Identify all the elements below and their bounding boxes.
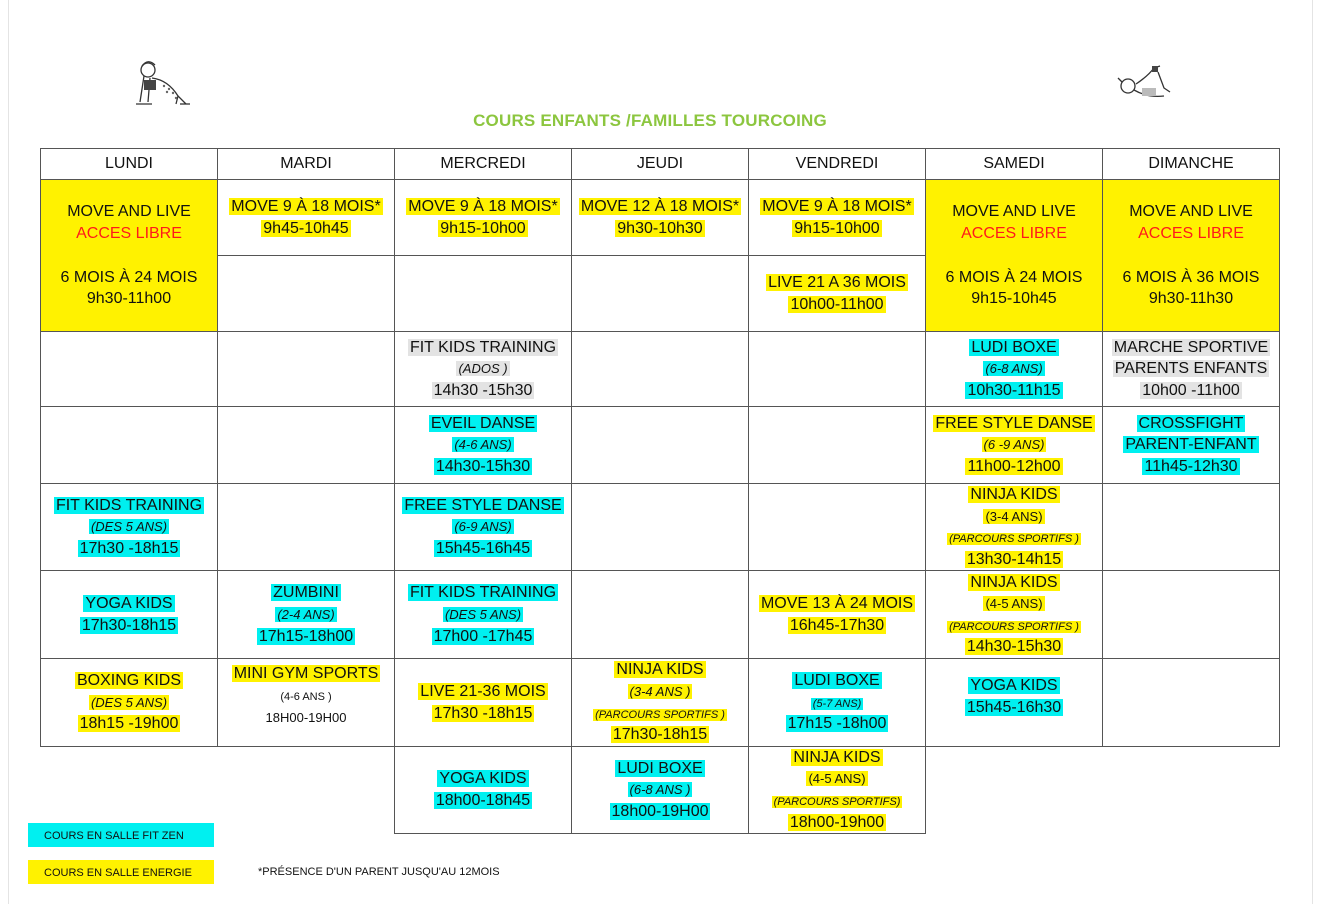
class-access: ACCES LIBRE [961, 224, 1067, 242]
class-cell-wed-fit-ados [395, 332, 572, 407]
class-time: 17h30-18h15 [81, 616, 177, 634]
table-row [41, 332, 1280, 407]
class-name: FIT KIDS TRAINING [409, 338, 557, 356]
class-time: 18H00-19H00 [265, 709, 347, 725]
class-time: 14h30-15h30 [435, 457, 531, 475]
class-cell-mon-fit [41, 484, 218, 571]
class-name: NINJA KIDS [793, 748, 881, 766]
class-time: 17h30 -18h15 [79, 539, 179, 557]
empty-cell [218, 256, 395, 332]
class-time: 14h30-15h30 [966, 638, 1062, 656]
class-time: 13h30-14h15 [966, 550, 1062, 568]
table-row [41, 659, 1280, 746]
table-row [41, 571, 1280, 659]
class-time: 17h30 -18h15 [433, 704, 533, 722]
class-time: 16h45-17h30 [789, 616, 885, 634]
class-time: 9h15-10h00 [440, 219, 526, 237]
class-name: MOVE 9 À 18 MOIS* [762, 197, 912, 215]
class-name: FIT KIDS TRAINING [409, 584, 557, 602]
class-name: BOXING KIDS [76, 672, 182, 690]
class-time: 10h00-11h00 [790, 295, 884, 313]
class-time: 17h00 -17h45 [433, 627, 533, 645]
footnote: *PRÉSENCE D'UN PARENT JUSQU'AU 12MOIS [258, 866, 500, 878]
class-time: 15h45-16h30 [966, 698, 1062, 716]
class-time: 9h15-10h00 [794, 219, 880, 237]
class-cell-wed-move [395, 180, 572, 256]
class-age: (6-9 ANS) [454, 519, 512, 535]
legend-label: COURS EN SALLE FIT ZEN [44, 830, 184, 842]
class-age: (4-6 ANS) [454, 437, 512, 453]
class-cell-tue-move [218, 180, 395, 256]
class-age: (DES 5 ANS) [444, 607, 522, 623]
class-time: 18h15 -19h00 [79, 715, 179, 733]
day-header: JEUDI [572, 149, 749, 180]
empty-cell [218, 332, 395, 407]
class-time: 11h45-12h30 [1144, 457, 1238, 475]
class-time: 9h30-10h30 [617, 219, 703, 237]
empty-cell [572, 484, 749, 571]
class-cell-tue-zumbini [218, 571, 395, 659]
class-name: MOVE 9 À 18 MOIS* [231, 197, 381, 215]
empty-cell [572, 407, 749, 484]
class-time: 18h00-19H00 [611, 802, 709, 820]
class-cell-thu-ninja [572, 659, 749, 746]
class-cell-fri-move13 [749, 571, 926, 659]
class-name: YOGA KIDS [439, 770, 527, 788]
table-row [41, 746, 1280, 833]
class-age: (DES 5 ANS) [90, 519, 168, 535]
day-header: SAMEDI [926, 149, 1103, 180]
class-name: EVEIL DANSE [430, 414, 536, 432]
day-header: MARDI [218, 149, 395, 180]
class-time: 9h45-10h45 [263, 219, 349, 237]
empty-cell [41, 332, 218, 407]
child-stretch-illustration-icon [1114, 62, 1174, 104]
class-cell-fri-ludi [749, 659, 926, 746]
page-title: COURS ENFANTS /FAMILLES TOURCOING [473, 111, 827, 130]
class-time: 9h30-11h00 [86, 290, 172, 308]
class-cell-thu-ludi [572, 746, 749, 833]
class-cell-sat-ludi [926, 332, 1103, 407]
class-note: (PARCOURS SPORTIFS) [773, 795, 901, 808]
class-name: MOVE AND LIVE [67, 203, 191, 221]
class-audience: PARENT-ENFANT [1125, 436, 1257, 454]
class-age: (3-4 ANS) [985, 508, 1043, 524]
class-name: NINJA KIDS [970, 486, 1058, 503]
class-name: LIVE 21-36 MOIS [420, 682, 546, 700]
class-age: (6-8 ANS ) [629, 782, 691, 798]
class-note: (PARCOURS SPORTIFS ) [595, 708, 725, 721]
class-time: 17h15-18h00 [258, 627, 354, 645]
class-age: (6 -9 ANS) [983, 437, 1045, 453]
class-name: YOGA KIDS [85, 595, 173, 613]
class-name: MOVE 13 À 24 MOIS [760, 595, 914, 613]
empty-cell [572, 332, 749, 407]
class-name: MARCHE SPORTIVE [1113, 338, 1269, 356]
class-age: 6 MOIS À 24 MOIS [60, 268, 198, 286]
class-time: 11h00-12h00 [967, 457, 1061, 475]
class-access: ACCES LIBRE [1138, 224, 1244, 242]
class-cell-fri-live [749, 256, 926, 332]
class-cell-sun-crossfight [1103, 407, 1280, 484]
schedule-table [40, 148, 1280, 834]
class-cell-sat-freestyle [926, 407, 1103, 484]
empty-cell [218, 484, 395, 571]
empty-cell [749, 484, 926, 571]
day-header: DIMANCHE [1103, 149, 1280, 180]
class-age: (4-5 ANS) [985, 596, 1043, 612]
class-age: 6 MOIS À 24 MOIS [945, 268, 1083, 286]
class-audience: PARENTS ENFANTS [1114, 360, 1268, 378]
class-name: LUDI BOXE [617, 759, 703, 777]
class-name: ZUMBINI [273, 584, 339, 602]
empty-cell [1103, 571, 1280, 659]
class-cell-mon-yoga [41, 571, 218, 659]
empty-cell [572, 571, 749, 659]
class-note: (PARCOURS SPORTIFS ) [949, 620, 1079, 633]
class-age: (2-4 ANS) [277, 607, 335, 623]
class-name: FREE STYLE DANSE [935, 414, 1093, 432]
class-cell-sun-marche [1103, 332, 1280, 407]
class-name: LUDI BOXE [971, 338, 1057, 356]
empty-cell [1103, 484, 1280, 571]
class-age: (4-5 ANS) [808, 771, 866, 787]
day-header: MERCREDI [395, 149, 572, 180]
class-cell-sun-move-live [1103, 180, 1280, 332]
class-age: (ADOS ) [458, 361, 508, 377]
class-note: (PARCOURS SPORTIFS ) [949, 533, 1079, 546]
class-time: 10h00 -11h00 [1142, 381, 1240, 399]
class-cell-tue-minigym [218, 659, 395, 746]
class-name: MINI GYM SPORTS [233, 665, 379, 683]
class-name: FIT KIDS TRAINING [55, 496, 203, 514]
child-yoga-illustration-icon [128, 56, 196, 112]
blank-cell [41, 746, 218, 833]
page-edge-left [8, 0, 9, 904]
table-row [41, 484, 1280, 571]
page-edge-right [1312, 0, 1313, 904]
class-age: (3-4 ANS ) [629, 683, 691, 699]
empty-cell [1103, 659, 1280, 746]
blank-cell [1103, 746, 1280, 833]
empty-cell [218, 407, 395, 484]
class-name: MOVE 12 À 18 MOIS* [580, 197, 740, 215]
class-time: 9h30-11h30 [1148, 290, 1234, 308]
day-header: VENDREDI [749, 149, 926, 180]
class-age: (6-8 ANS) [985, 361, 1043, 377]
class-cell-sat-ninja-1 [926, 484, 1103, 571]
class-cell-mon-boxing [41, 659, 218, 746]
class-cell-fri-move [749, 180, 926, 256]
class-time: 17h30-18h15 [612, 726, 708, 744]
class-cell-wed-fit [395, 571, 572, 659]
class-name: LUDI BOXE [794, 672, 880, 690]
class-age: (DES 5 ANS) [90, 694, 168, 710]
table-row [41, 180, 1280, 256]
day-header-row [41, 149, 1280, 180]
blank-cell [218, 746, 395, 833]
class-cell-sat-move-live [926, 180, 1103, 332]
class-name: NINJA KIDS [970, 573, 1058, 591]
class-cell-wed-yoga [395, 746, 572, 833]
class-name: NINJA KIDS [616, 661, 704, 679]
class-cell-wed-freestyle [395, 484, 572, 571]
class-time: 18h00-18h45 [435, 791, 531, 809]
class-time: 18h00-19h00 [789, 813, 885, 831]
empty-cell [395, 256, 572, 332]
class-name: MOVE AND LIVE [1129, 203, 1253, 221]
day-header: LUNDI [41, 149, 218, 180]
empty-cell [41, 407, 218, 484]
class-cell-sat-ninja-2 [926, 571, 1103, 659]
class-cell-fri-ninja [749, 746, 926, 833]
class-name: LIVE 21 A 36 MOIS [768, 273, 906, 291]
empty-cell [572, 256, 749, 332]
class-time: 15h45-16h45 [435, 539, 531, 557]
class-cell-wed-eveil [395, 407, 572, 484]
legend-fit-zen [28, 823, 214, 847]
legend-label: COURS EN SALLE ENERGIE [44, 867, 192, 879]
class-cell-mon-move-live [41, 180, 218, 332]
class-cell-sat-yoga [926, 659, 1103, 746]
class-time: 9h15-10h45 [971, 290, 1057, 308]
class-name: CROSSFIGHT [1138, 414, 1244, 432]
blank-cell [926, 746, 1103, 833]
class-name: YOGA KIDS [970, 677, 1058, 695]
class-name: MOVE 9 À 18 MOIS* [408, 197, 558, 215]
class-cell-thu-move [572, 180, 749, 256]
table-row [41, 407, 1280, 484]
class-time: 14h30 -15h30 [433, 381, 533, 399]
class-age: (4-6 ANS ) [280, 690, 332, 703]
empty-cell [749, 407, 926, 484]
empty-cell [749, 332, 926, 407]
class-cell-wed-live [395, 659, 572, 746]
legend-energie [28, 860, 214, 884]
class-age: 6 MOIS À 36 MOIS [1122, 268, 1260, 286]
class-time: 17h15 -18h00 [787, 715, 887, 733]
class-age: (5-7 ANS) [812, 697, 862, 710]
class-access: ACCES LIBRE [76, 224, 182, 242]
class-name: FREE STYLE DANSE [404, 496, 562, 514]
class-name: MOVE AND LIVE [952, 203, 1076, 221]
class-time: 10h30-11h15 [967, 381, 1061, 399]
